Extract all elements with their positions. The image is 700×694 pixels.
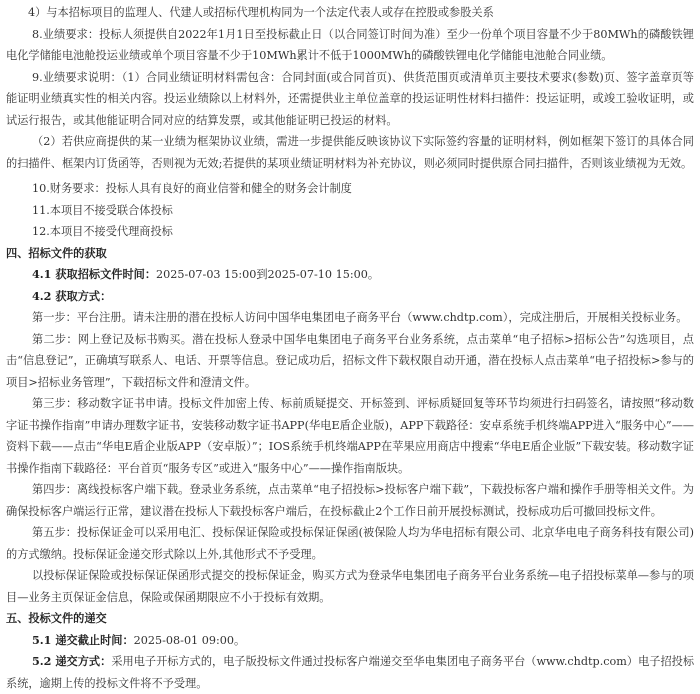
financial-requirement: 10.财务要求：投标人具有良好的商业信誉和健全的财务会计制度 bbox=[32, 182, 352, 195]
step-5: 第五步：投标保证金可以采用电汇、投标保证保险或投标保证保函(被保险人均为华电招标有限公司、北京华电电子商务科技有限公司)的方式缴纳。投标保证金递交形式除以上外,其他形式不予受理。 bbox=[6, 526, 694, 561]
section-4-1 bbox=[6, 264, 694, 286]
section-5-2 bbox=[6, 651, 694, 694]
performance-explanation-2: （2）若供应商提供的某一业绩为框架协议业绩，需进一步提供能反映该协议下实际签约容量的证明材料，例如框架下签订的具体合同的扫描件、框架内订货函等，否则视为无效;若提供的某项业绩证明材料为补充协议，则必须同时提供原合同扫描件，否则该业绩视为无效。 bbox=[6, 135, 694, 170]
section-5-2-value: 采用电子开标方式的，电子版投标文件通过投标客户端递交至华电集团电子商务平台（www.chdtp.com）电子招投标系统，逾期上传的投标文件将不予受理。 bbox=[6, 655, 695, 690]
step-5-guarantee-note: 以投标保证保险或投标保证保函形式提交的投标保证金，购买方式为登录华电集团电子商务平台业务系统—电子招投标菜单—参与的项目—业务主页保证金信息，保险或保函期限应不小于投标有效期。 bbox=[6, 569, 694, 604]
section-5-heading: 五、投标文件的递交 bbox=[6, 611, 107, 625]
performance-explanation: 9.业绩要求说明：（1）合同业绩证明材料需包含：合同封面(或合同首页)、供货范围页或清单页主要技术要求(参数)页、签字盖章页等能证明业绩真实性的相关内容。投运业绩除以上材料外，还需提供业主单位盖章的投运证明性材料扫描件：投运证明，或竣工验收证明，或试运行报告，或其他能证明合同对应的结算发票，或其他能证明已投运的材料。 bbox=[6, 70, 694, 127]
requirement-4: 4）与本招标项目的监理人、代建人或招标代理机构同为一个法定代表人或存在控股或参股关系 bbox=[28, 6, 494, 19]
section-5-1 bbox=[6, 630, 694, 652]
step-1: 第一步：平台注册。请未注册的潜在投标人访问中国华电集团电子商务平台（www.chdtp.com），完成注册后，开展相关投标业务。 bbox=[32, 311, 688, 324]
step-4: 第四步：离线投标客户端下载。登录业务系统，点击菜单“电子招投标>投标客户端下载”，下载投标客户端和操作手册等相关文件。为确保投标客户端运行正常，建议潜在投标人下载投标客户端后，在投标截止2个工作日前开展投标测试，投标成功后可撤回投标文件。 bbox=[6, 483, 694, 518]
section-4-1-value: 2025-07-03 15:00到2025-07-10 15:00。 bbox=[156, 268, 380, 281]
section-5-2-label: 5.2 递交方式： bbox=[32, 654, 112, 668]
section-5-1-value: 2025-08-01 09:00。 bbox=[133, 633, 246, 647]
step-2: 第二步：网上登记及标书购买。潜在投标人登录中国华电集团电子商务平台业务系统，点击菜单“电子招标>招标公告”勾选项目，点击“信息登记”，正确填写联系人、电话、开票等信息。登记成功后，招标文件下载权限自动开通，潜在投标人点击菜单“电子招投标>参与的项目>招标业务管理”，下载招标文件和澄清文件。 bbox=[6, 332, 694, 389]
section-4-heading: 四、招标文件的获取 bbox=[6, 245, 107, 260]
section-5-1-label: 5.1 递交截止时间： bbox=[32, 632, 134, 647]
section-4-2-label: 4.2 获取方式： bbox=[32, 288, 112, 303]
performance-requirement: 8.业绩要求：投标人须提供自2022年1月1日至投标截止日（以合同签订时间为准）至少一份单个项目容量不少于80MWh的磷酸铁锂电化学储能电池舱投运业绩或单个项目容量不少于10MWh累计不低于1000MWh的磷酸铁锂电化学储能电池舱合同业绩。 bbox=[6, 27, 694, 62]
section-4-2 bbox=[6, 286, 694, 308]
no-agent-note: 12.本项目不接受代理商投标 bbox=[32, 225, 173, 238]
no-consortium-note: 11.本项目不接受联合体投标 bbox=[32, 203, 173, 217]
section-4-1-label: 4.1 获取招标文件时间： bbox=[32, 267, 157, 281]
step-3: 第三步：移动数字证书申请。投标文件加密上传、标前质疑提交、开标签到、评标质疑回复等环节均须进行扫码签名，请按照“移动数字证书操作指南”申请办理数字证书，安装移动数字证书APP(华电E盾企业版)，APP下载路径：安卓系统手机终端APP进入“服务中心”——资料下载——点击“华电E盾企业版APP（安卓版）”；IOS系统手机终端APP在苹果应用商店中搜索“华电E盾企业版”下载安装。移动数字证书操作指南下载路径：平台首页“服务专区”或进入“服务中心”——操作指南版块。 bbox=[6, 397, 694, 475]
